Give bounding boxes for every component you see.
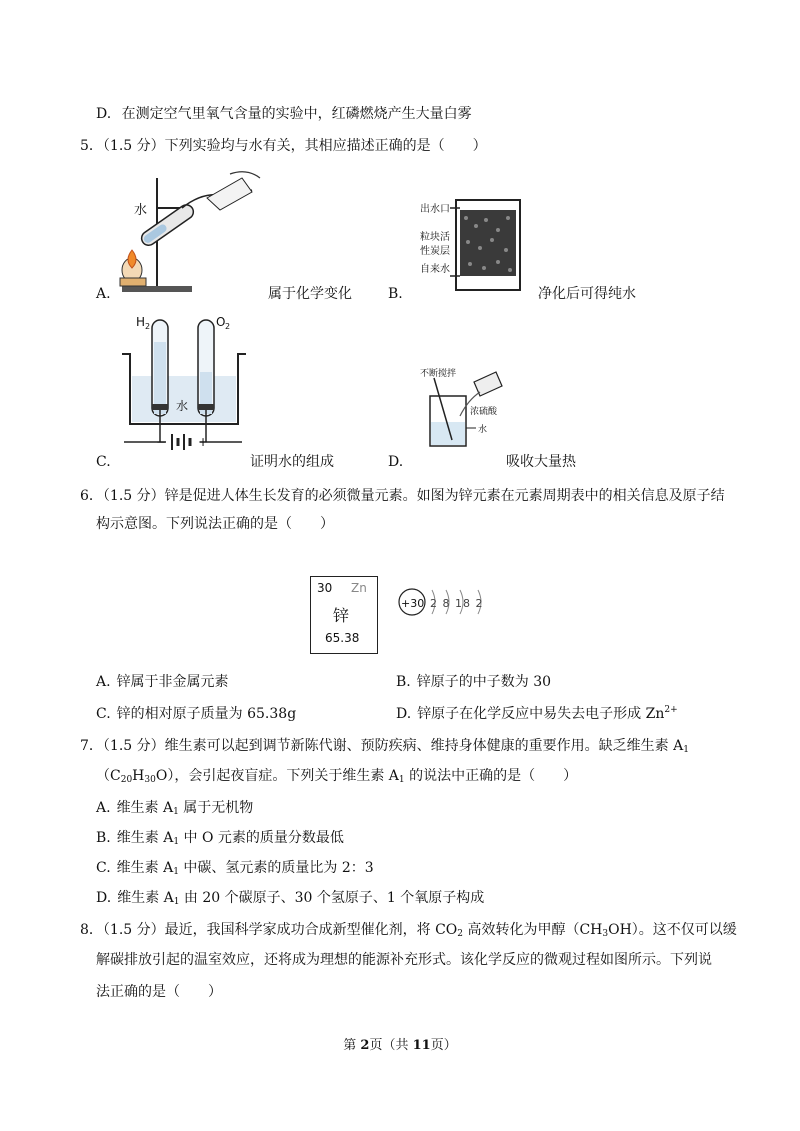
fig-label-h-sub: 2 [145,322,151,331]
question-number: 8． [80,922,103,938]
question-7-stem-line2 [96,766,577,786]
question-text-tail: 的说法中正确的是（ ） [404,768,578,784]
question-score: （1.5 分） [102,488,165,504]
fig-label-o-sub: 2 [225,322,231,331]
option-text: 锌原子在化学反应中易失去电子形成 Zn [417,706,665,722]
option-label: B. [96,830,111,846]
question-text: 下列实验均与水有关，其相应描述正确的是（ ） [164,138,487,154]
fig-label-water: 水 [176,399,189,413]
atom-shells: 2 8 18 2 [430,597,484,610]
fig-label-water: 水 [478,425,488,435]
fig-label-positive: + [198,435,209,449]
figure-5b-water-purifier [420,196,530,294]
option-label: A. [96,674,111,690]
subscript: 1 [683,745,689,755]
option-text-tail: 由 20 个碳原子、30 个氢原子、1 个氧原子构成 [179,890,485,906]
q5-option-a-caption: 属于化学变化 [268,286,352,302]
q6-option-b [396,672,551,692]
option-text: 锌属于非金属元素 [116,674,229,690]
option-text: 维生素 A [116,860,174,876]
q4-option-d [96,104,472,124]
formula-tail: O） [155,768,175,784]
option-label: C. [96,454,111,470]
option-label: C. [96,860,111,876]
option-text: 维生素 A [117,890,174,906]
atomic-number: 30 [317,581,333,595]
question-text: 最近，我国科学家成功合成新型催化剂，将 CO [164,922,458,938]
option-text: 在测定空气里氧气含量的实验中，红磷燃烧产生大量白雾 [121,106,472,122]
element-symbol: Zn [351,581,367,595]
option-text-tail: 中碳、氢元素的质量比为 2：3 [178,860,374,876]
fig-label-tapwater: 自来水 [420,264,450,275]
question-score: （1.5 分） [102,738,165,754]
atomic-mass: 65.38 [325,631,360,645]
question-number: 6． [80,488,103,504]
fig-label-h: H [136,315,146,329]
subscript: 1 [173,897,180,907]
fig-label-o: O [216,315,226,329]
option-label: C. [96,706,111,722]
question-text: ，会引起夜盲症。下列关于维生素 A [174,768,399,784]
option-text: 锌的相对原子质量为 65.38g [116,706,297,722]
subscript: 20 [120,775,133,785]
question-text: 维生素可以起到调节新陈代谢、预防疾病、维持身体健康的重要作用。缺乏维生素 A [164,738,684,754]
option-text-tail: 中 O 元素的质量分数最低 [179,830,344,846]
element-name: 锌 [333,606,350,625]
question-text: 锌是促进人体生长发育的必须微量元素。如图为锌元素在元素周期表中的相关信息及原子结 [164,488,725,504]
question-text-c: OH）。这不仅可以缓 [608,922,737,938]
total-pages: 11 [412,1038,431,1053]
q7-option-d [96,888,484,908]
formula-h: H [132,768,145,784]
element-card-zinc [310,576,378,654]
atom-nucleus: +30 [401,597,425,610]
question-6-stem-line1 [80,486,725,506]
option-label: B. [388,286,403,302]
question-number: 5． [80,138,103,154]
option-label: B. [396,674,411,690]
figure-5d-sulfuric-acid [420,366,520,450]
question-score: （1.5 分） [102,922,165,938]
fig-label-acid: 浓硫酸 [470,407,498,417]
option-label: D. [388,454,404,470]
q5-option-b [388,284,403,304]
q7-option-b [96,828,344,848]
q5-option-c [96,452,111,472]
fig-label-carbon-2: 性炭层 [420,246,450,257]
subscript: 2 [457,929,464,939]
footer-pre: 第 [343,1038,361,1053]
formula-open: （C [96,768,121,784]
option-label: A. [96,286,111,302]
fig-label-outlet: 出水口 [420,204,450,215]
q5-option-c-caption: 证明水的组成 [250,454,334,470]
q6-option-c [96,704,296,724]
subscript: 1 [173,837,180,847]
q7-option-a [96,798,253,818]
footer-post: 页） [430,1038,457,1053]
question-5-stem [80,136,487,156]
figure-5a-heating-water [112,168,262,298]
question-7-stem-line1 [80,736,689,756]
subscript: 1 [398,775,405,785]
question-8-line2: 解碳排放引起的温室效应，还将成为理想的能源补充形式。该化学反应的微观过程如图所示。下列说 [96,952,712,968]
option-label: D. [96,106,112,122]
question-score: （1.5 分） [102,138,165,154]
q7-option-c [96,858,374,878]
q5-option-d-caption: 吸收大量热 [506,454,576,470]
footer-mid: 页（共 [369,1038,413,1053]
atom-structure-diagram [396,584,496,624]
fig-label-carbon-1: 粒块活 [420,232,450,243]
option-label: A. [96,800,111,816]
subscript: 1 [173,867,179,877]
subscript: 1 [173,807,179,817]
subscript: 30 [144,775,156,785]
question-8-line1 [80,920,737,940]
question-number: 7． [80,738,103,754]
figure-5c-electrolysis [118,312,250,454]
option-text: 维生素 A [116,830,174,846]
q5-option-d [388,452,403,472]
page-footer [0,1034,800,1053]
q6-option-d [396,704,678,724]
option-text: 维生素 A [116,800,174,816]
option-label: D. [96,890,112,906]
q5-option-a [96,284,111,304]
option-text-tail: 属于无机物 [178,800,254,816]
q5-option-b-caption: 净化后可得纯水 [538,286,636,302]
subscript: 3 [602,929,609,939]
question-6-stem-line2: 构示意图。下列说法正确的是（ ） [96,516,334,532]
q6-option-a [96,672,229,692]
fig-label-water: 水 [134,203,148,218]
option-label: D. [396,706,412,722]
fig-label-negative: − [156,435,167,449]
current-page: 2 [360,1038,370,1053]
fig-label-stir: 不断搅拌 [420,369,457,379]
question-text-b: 高效转化为甲醇（CH [463,922,603,938]
option-text: 锌原子的中子数为 30 [416,674,552,690]
question-8-line3: 法正确的是（ ） [96,984,222,1000]
ion-charge: 2+ [664,705,678,715]
